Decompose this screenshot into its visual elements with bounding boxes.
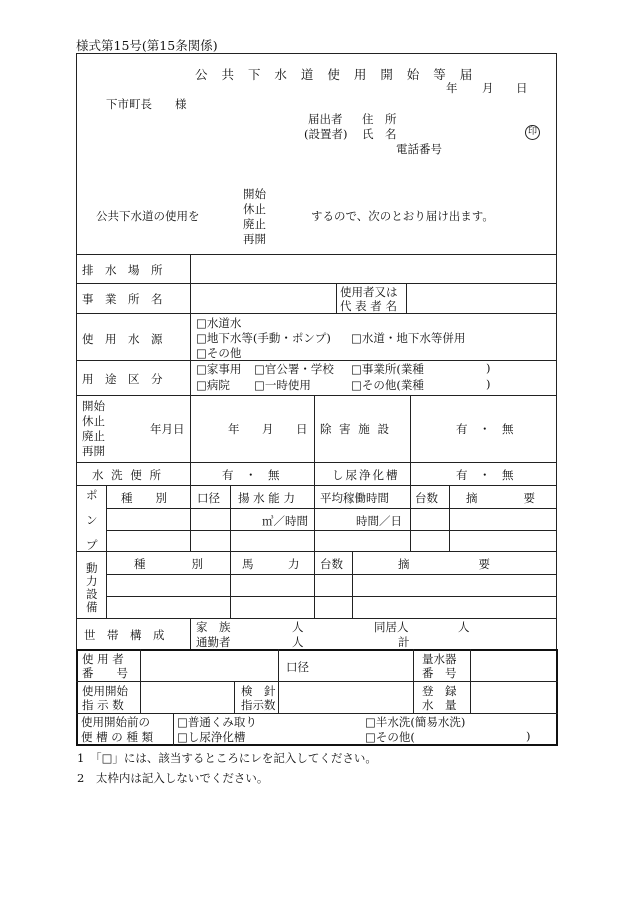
- statement-option-start: 開始: [243, 187, 266, 201]
- flush-toilet-label: 水 洗 便 所: [92, 468, 163, 482]
- toilet-opt-septic[interactable]: □し尿浄化槽: [177, 730, 246, 744]
- pump-header-capacity: 揚 水 能 力: [238, 491, 295, 505]
- drainage-place-label: 排 水 場 所: [82, 263, 163, 277]
- usage-opt-business[interactable]: □事業所(業種: [351, 362, 424, 376]
- power-header-count: 台数: [320, 557, 343, 571]
- power-header-remarks: 摘 要: [398, 557, 490, 571]
- office-prior-toilet-1: 使用開始前の: [81, 715, 150, 729]
- usage-opt-public[interactable]: □官公署・学校: [254, 362, 334, 376]
- office-meter-no-2: 番 号: [422, 666, 457, 680]
- statement-suffix: するので、次のとおり届け出ます。: [311, 209, 494, 223]
- pump-unit-capacity: ㎥／時間: [262, 514, 308, 528]
- statement-prefix: 公共下水道の使用を: [96, 209, 200, 223]
- office-user-no-1: 使 用 者: [82, 652, 124, 666]
- usage-opt-hospital[interactable]: □病院: [196, 378, 230, 392]
- date-fill-month: 月: [262, 422, 274, 436]
- septic-tank-label: し尿浄化槽: [332, 468, 400, 482]
- applicant-role: 届出者: [308, 112, 343, 126]
- business-name-label: 事 業 所 名: [82, 292, 163, 306]
- pump-header-remarks: 摘 要: [466, 491, 535, 505]
- household-label: 世 帯 構 成: [84, 628, 165, 642]
- pump-header-count: 台数: [415, 491, 438, 505]
- usage-opt-other[interactable]: □その他(業種: [351, 378, 424, 392]
- usage-opt-other-close: ): [486, 377, 491, 391]
- water-opt-both[interactable]: □水道・地下水等併用: [351, 331, 466, 345]
- user-rep-label-1: 使用者又は: [340, 285, 398, 299]
- household-cohabitant: 同居人: [374, 620, 409, 634]
- date-fill-year: 年: [228, 422, 240, 436]
- power-header-type: 種 別: [134, 557, 203, 571]
- toilet-opt-pit[interactable]: □普通くみ取り: [177, 715, 257, 729]
- household-commuters: 通勤者: [196, 635, 231, 649]
- office-inspection-2: 指示数: [241, 698, 276, 712]
- toilet-opt-semi-flush[interactable]: □半水洗(簡易水洗): [365, 715, 466, 729]
- power-label-2: 力: [86, 574, 98, 588]
- septic-tank-yes-no[interactable]: 有 ・ 無: [456, 468, 514, 482]
- date-month: 月: [482, 81, 494, 95]
- pump-unit-hours: 時間／日: [356, 514, 402, 528]
- water-source-label: 使 用 水 源: [82, 332, 163, 346]
- date-fill-day: 日: [296, 422, 308, 436]
- toilet-opt-other-close: ): [526, 729, 531, 743]
- water-opt-ground[interactable]: □地下水等(手動・ポンプ): [196, 331, 331, 345]
- date-year: 年: [446, 81, 458, 95]
- toilet-opt-other[interactable]: □その他(: [365, 730, 415, 744]
- date-day: 日: [516, 81, 528, 95]
- applicant-phone-label: 電話番号: [396, 142, 442, 156]
- power-label-1: 動: [86, 561, 98, 575]
- water-opt-other[interactable]: □その他: [196, 346, 242, 360]
- pump-header-type: 種 別: [121, 491, 167, 505]
- usage-opt-household[interactable]: □家事用: [196, 362, 242, 376]
- addressee: 下市町長 様: [106, 97, 187, 111]
- office-caliber: 口径: [286, 660, 309, 674]
- office-registered-2: 水 量: [422, 698, 457, 712]
- usage-opt-temporary[interactable]: □一時使用: [254, 378, 311, 392]
- office-start-reading-1: 使用開始: [82, 684, 128, 698]
- power-label-4: 備: [86, 600, 98, 614]
- date-opt-start: 開始: [82, 399, 105, 413]
- usage-opt-business-close: ): [486, 361, 491, 375]
- applicant-role-setter: (設置者): [304, 127, 348, 141]
- note-1: 1 「□」には、該当するところにレを記入してください。: [77, 751, 377, 765]
- usage-type-label: 用 途 区 分: [82, 372, 163, 386]
- applicant-address-label: 住 所: [362, 112, 397, 126]
- statement-option-suspend: 休止: [243, 202, 266, 216]
- office-registered-1: 登 録: [422, 684, 457, 698]
- seal-mark: 印: [525, 125, 540, 140]
- applicant-name-label: 氏 名: [362, 127, 397, 141]
- water-opt-tap[interactable]: □水道水: [196, 316, 242, 330]
- pump-header-hours: 平均稼働時間: [320, 491, 389, 505]
- pollution-facility-label: 除 害 施 設: [320, 422, 391, 436]
- date-opt-abolish: 廃止: [82, 429, 105, 443]
- power-label-3: 設: [86, 587, 98, 601]
- office-prior-toilet-2: 便 槽 の 種 類: [81, 730, 154, 744]
- household-family: 家 族: [196, 620, 231, 634]
- date-suffix-label: 年月日: [150, 422, 185, 436]
- household-total: 計: [398, 635, 410, 649]
- note-2: 2 太枠内は記入しないでください。: [77, 771, 269, 785]
- form-number: 様式第15号(第15条関係): [76, 38, 218, 53]
- office-meter-no-1: 量水器: [422, 652, 457, 666]
- pump-label-1: ポ: [86, 488, 98, 502]
- pump-header-caliber: 口径: [197, 491, 220, 505]
- household-commuters-unit: 人: [292, 635, 304, 649]
- office-inspection-1: 検 針: [241, 684, 276, 698]
- power-header-hp: 馬 力: [242, 557, 300, 571]
- user-rep-label-2: 代 表 者 名: [340, 299, 397, 313]
- statement-option-resume: 再開: [243, 232, 266, 246]
- date-opt-resume: 再開: [82, 444, 105, 458]
- pollution-yes-no[interactable]: 有 ・ 無: [456, 422, 514, 436]
- date-opt-suspend: 休止: [82, 414, 105, 428]
- flush-toilet-yes-no[interactable]: 有 ・ 無: [222, 468, 280, 482]
- form-title: 公 共 下 水 道 使 用 開 始 等 届: [195, 67, 478, 82]
- office-start-reading-2: 指 示 数: [82, 698, 124, 712]
- pump-label-2: ン: [86, 513, 98, 527]
- household-cohabitant-unit: 人: [458, 620, 470, 634]
- pump-label-3: プ: [86, 538, 98, 552]
- household-family-unit: 人: [292, 620, 304, 634]
- office-user-no-2: 番 号: [82, 666, 128, 680]
- statement-option-abolish: 廃止: [243, 217, 266, 231]
